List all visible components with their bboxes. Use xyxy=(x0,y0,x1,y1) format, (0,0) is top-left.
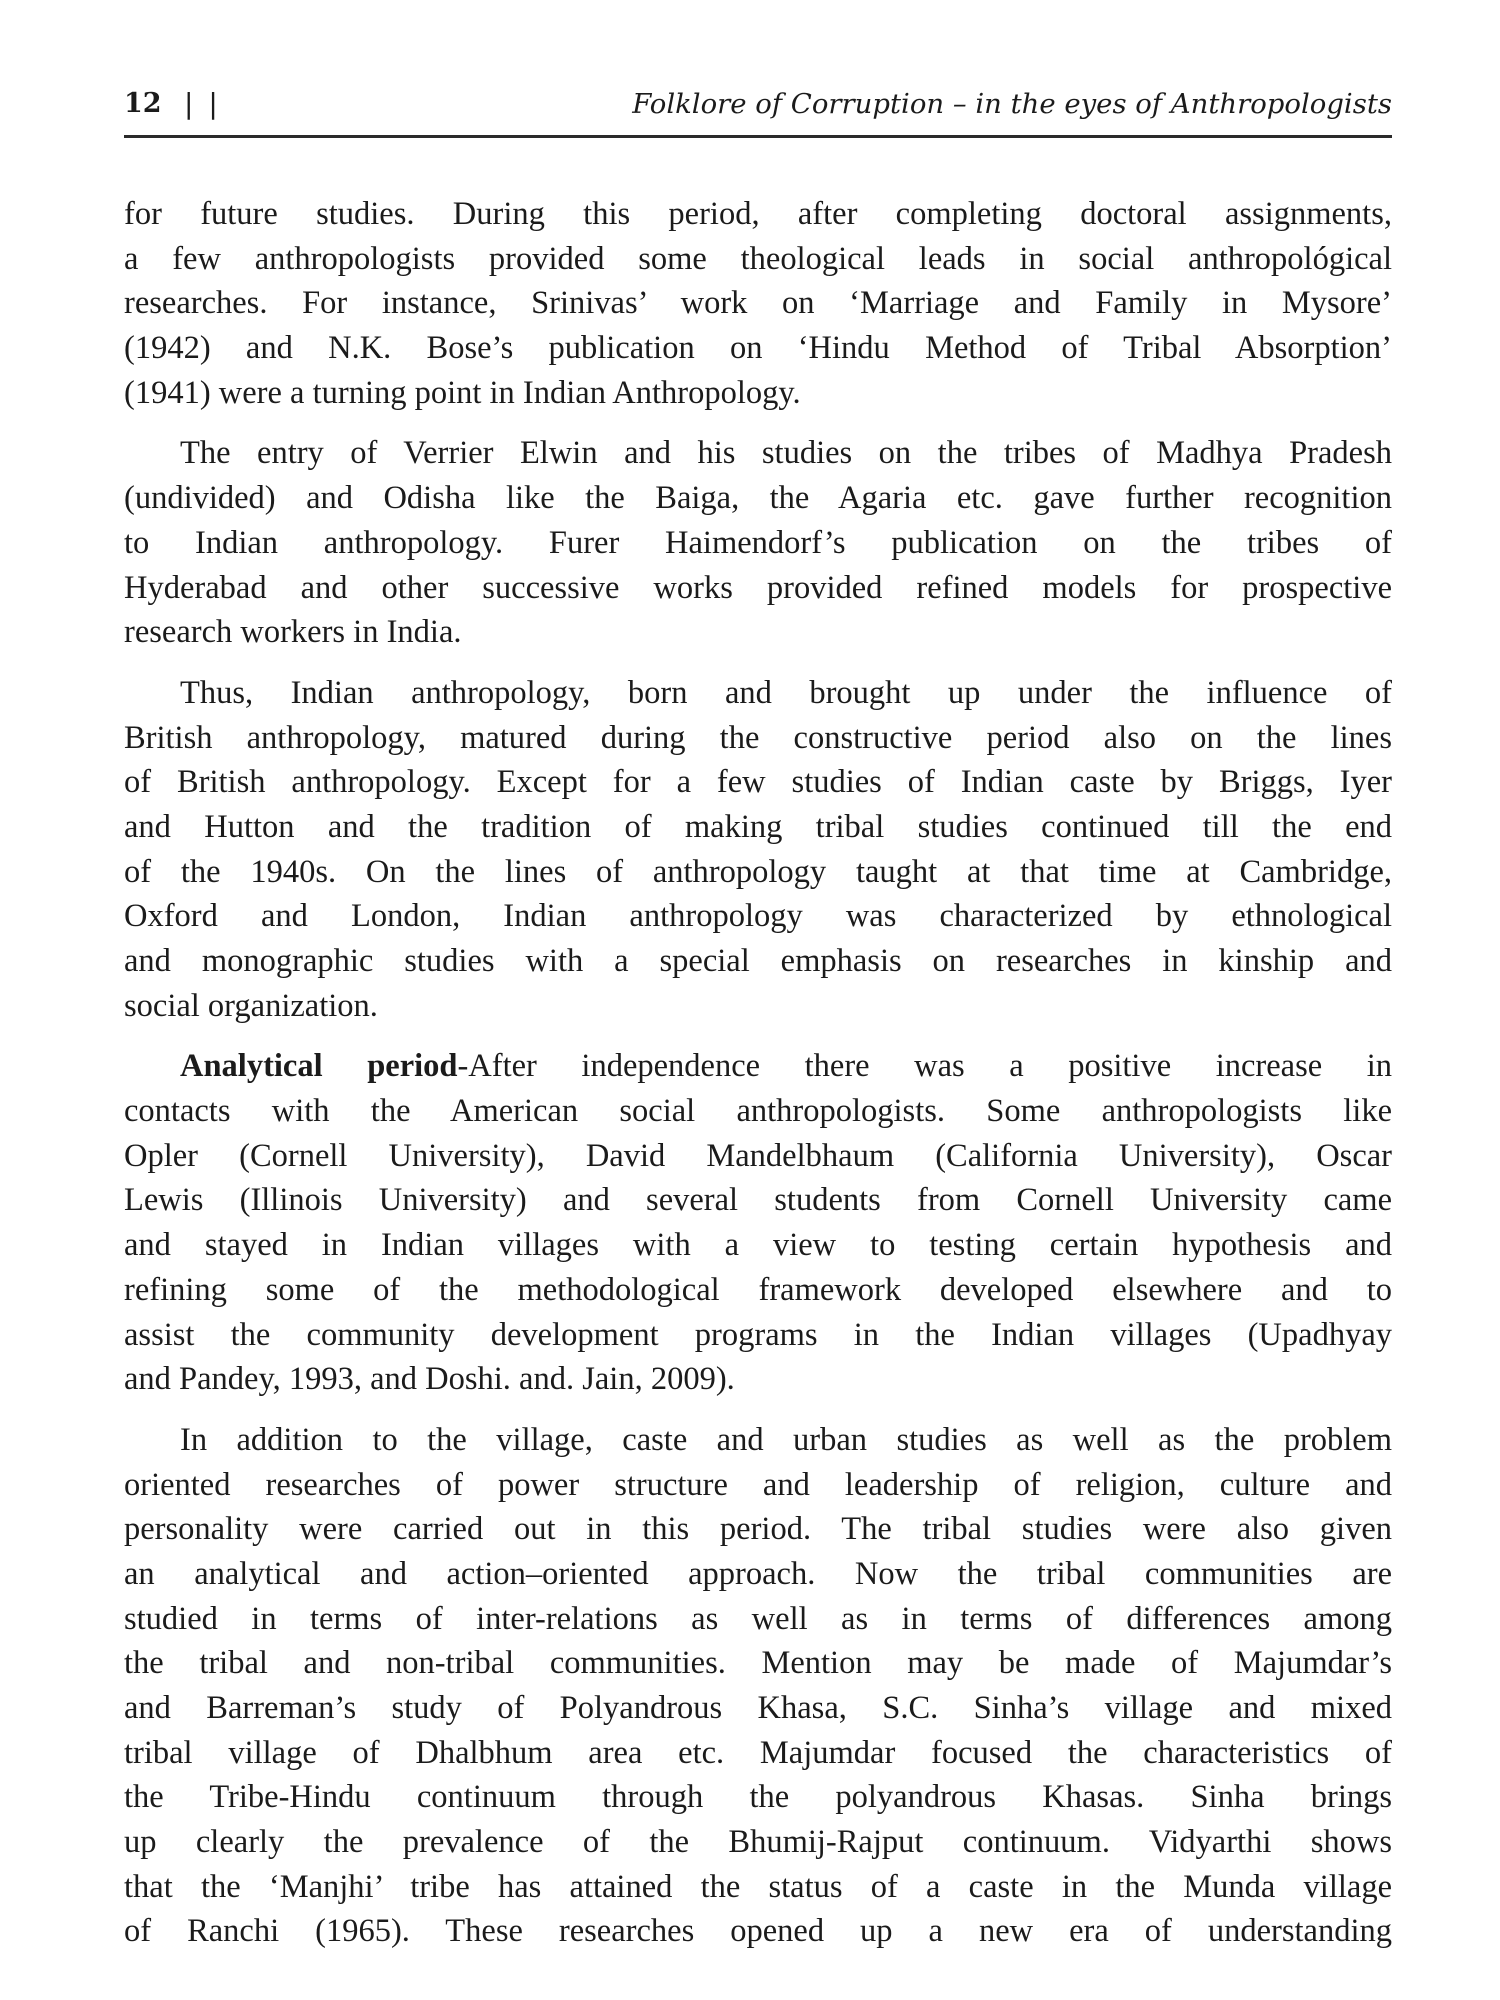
text-line: and monographic studies with a special emphasis on researches in kinship and xyxy=(124,943,1392,979)
text-line: assist the community development programs in the Indian villages (Upadhyay xyxy=(124,1316,1392,1353)
text-line: for future studies. During this period, after completing doctoral assignments, xyxy=(124,196,1392,232)
text-line: tribal village of Dhalbhum area etc. Majumdar focused the characteristics of xyxy=(124,1734,1392,1771)
page-number: 12 xyxy=(124,88,162,119)
text-line: that the ‘Manjhi’ tribe has attained the status of a caste in the Munda village xyxy=(124,1868,1392,1905)
body-text xyxy=(124,192,1392,1970)
text-line: (undivided) and Odisha like the Baiga, the Agaria etc. gave further recognition xyxy=(124,480,1392,517)
text-line: the Tribe-Hindu continuum through the polyandrous Khasas. Sinha brings xyxy=(124,1779,1392,1816)
paragraph-analytical-period xyxy=(124,1044,1392,1402)
page-number-separator: | | xyxy=(184,87,221,120)
text-line: studied in terms of inter-relations as well as in terms of differences among xyxy=(124,1600,1392,1637)
text-line: of Ranchi (1965). These researches opened up a new era of understanding xyxy=(124,1913,1392,1950)
running-head xyxy=(124,82,1392,126)
running-title: Folklore of Corruption – in the eyes of Anthropologists xyxy=(632,88,1392,120)
text-line: contacts with the American social anthropologists. Some anthropologists like xyxy=(124,1093,1392,1130)
text-line: The entry of Verrier Elwin and his studies on the tribes of Madhya Pradesh xyxy=(180,435,1392,472)
text-line: personality were carried out in this period. The tribal studies were also given xyxy=(124,1511,1392,1548)
text-line: and stayed in Indian villages with a view to testing certain hypothesis and xyxy=(124,1227,1392,1264)
paragraph xyxy=(124,431,1392,654)
text-line xyxy=(124,1044,1392,1089)
text-line: up clearly the prevalence of the Bhumij-Rajput continuum. Vidyarthi shows xyxy=(124,1824,1392,1861)
text-line: of British anthropology. Except for a few studies of Indian caste by Briggs, Iyer xyxy=(124,764,1392,801)
text-line: In addition to the village, caste and urban studies as well as the problem xyxy=(180,1421,1392,1458)
text-line: social organization. xyxy=(124,987,378,1024)
section-lead-heading: Analytical period xyxy=(180,1048,458,1085)
text-line: the tribal and non-tribal communities. Mention may be made of Majumdar’s xyxy=(124,1645,1392,1682)
text-line: an analytical and action–oriented approach. Now the tribal communities are xyxy=(124,1555,1392,1592)
text-line: researches. For instance, Srinivas’ work on ‘Marriage and Family in Mysore’ xyxy=(124,285,1392,322)
text-line: Hyderabad and other successive works provided refined models for prospective xyxy=(124,569,1392,606)
text-line: of the 1940s. On the lines of anthropology taught at that time at Cambridge, xyxy=(124,853,1392,890)
text-line: Lewis (Illinois University) and several students from Cornell University came xyxy=(124,1182,1392,1219)
text-line: to Indian anthropology. Furer Haimendorf’s publication on the tribes of xyxy=(124,524,1392,561)
text-line: (1942) and N.K. Bose’s publication on ‘Hindu Method of Tribal Absorption’ xyxy=(124,330,1392,367)
text-line: and Hutton and the tradition of making tribal studies continued till the end xyxy=(124,808,1392,845)
text-run: -After independence there was a positive increase in xyxy=(457,1048,1392,1085)
text-line: Opler (Cornell University), David Mandelbhaum (California University), Oscar xyxy=(124,1137,1392,1174)
text-line: refining some of the methodological framework developed elsewhere and to xyxy=(124,1271,1392,1308)
text-line: research workers in India. xyxy=(124,614,462,651)
text-line: British anthropology, matured during the constructive period also on the lines xyxy=(124,719,1392,756)
text-line: oriented researches of power structure and leadership of religion, culture and xyxy=(124,1466,1392,1503)
text-line: Thus, Indian anthropology, born and brought up under the influence of xyxy=(180,674,1392,711)
paragraph xyxy=(124,671,1392,1029)
text-line: and Pandey, 1993, and Doshi. and. Jain, 2009). xyxy=(124,1361,735,1398)
header-rule xyxy=(124,135,1392,138)
text-line: Oxford and London, Indian anthropology was characterized by ethnological xyxy=(124,898,1392,935)
paragraph xyxy=(124,1418,1392,1954)
text-line: a few anthropologists provided some theological leads in social anthropológical xyxy=(124,240,1392,277)
paragraph xyxy=(124,192,1392,415)
text-line: (1941) were a turning point in Indian Anthropology. xyxy=(124,374,801,411)
text-line: and Barreman’s study of Polyandrous Khasa, S.C. Sinha’s village and mixed xyxy=(124,1690,1392,1726)
